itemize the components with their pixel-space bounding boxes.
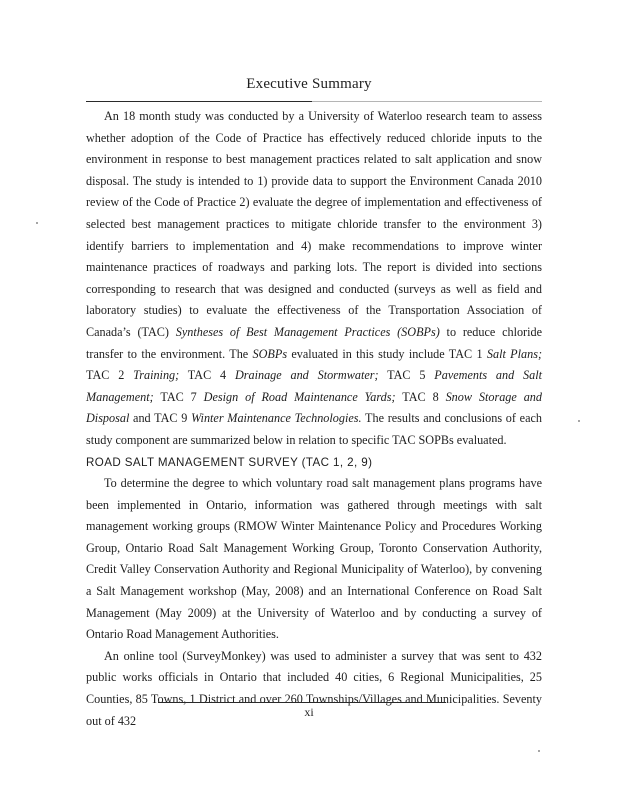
para1-text-9: and TAC 9 [129, 411, 192, 426]
para1-text-2: to reduce chloride transfer to the environment. The [86, 324, 542, 361]
para1-text-1: An 18 month study was conducted by a University of Waterloo research team to assess whether adoption of the Code of Practice has effectively reduced chloride inputs to the environment in response to best management practices related to salt application and snow disposal. The study is intended to 1) provide data to support the Environment Canada 2010 review of the Code of Practice 2) evaluate the degree of implementation and effectiveness of selected best management practices to mitigate chloride transfer to the environment 3) identify barriers to implementation and 4) make recommendations to improve winter maintenance practices of roadways and parking lots. The report is divided into sections corresponding to research that was designed and conducted (surveys as well as field and laboratory studies) to evaluate the effectiveness of the Transportation Association of Canada’s (TAC) [86, 109, 542, 339]
paragraph-survey: To determine the degree to which voluntary road salt management plans programs have been implemented in Ontario, information was gathered through meetings with salt management working groups (RMOW Winter Maintenance Policy and Procedures Working Group, Ontario Road Salt Management Working Group, Toronto Conservation Authority, Credit Valley Conservation Authority and Regional Municipality of Waterloo), by convening a Salt Management workshop (May, 2008) and an International Conference on Road Salt Management (May 2009) at the University of Waterloo and by conducting a survey of Ontario Road Management Authorities. [86, 476, 542, 642]
scan-speck [36, 222, 38, 224]
sobp-title: Syntheses of Best Management Practices (SOBPs) [175, 324, 440, 339]
section-heading: ROAD SALT MANAGEMENT SURVEY (TAC 1, 2, 9) [86, 455, 373, 469]
paragraph-intro [86, 106, 542, 452]
tac9-title: Winter Maintenance Technologies. [191, 411, 362, 426]
page-number: xi [304, 705, 314, 719]
para1-text-7: TAC 7 [153, 389, 204, 404]
tac4-title: Drainage and Stormwater; [234, 368, 379, 383]
footer-rule [158, 702, 446, 703]
para1-text-8: TAC 8 [395, 389, 446, 404]
paragraph-online-tool: An online tool (SurveyMonkey) was used to administer a survey that was sent to 432 public works officials in Ontario that included 40 cities, 6 Regional Municipalities, 25 Counties, 85 Towns, 1 District and over 260 Townships/Villages and Municipalities. Seventy out of 432 [86, 648, 542, 728]
tac7-title: Design of Road Maintenance Yards; [203, 389, 396, 404]
scan-speck [538, 750, 540, 752]
sobps-abbrev: SOBPs [252, 346, 288, 361]
tac2-title: Training; [133, 368, 180, 383]
para1-text-6: TAC 5 [378, 368, 435, 383]
para1-text-4: TAC 2 [86, 368, 134, 383]
title-rule [86, 101, 312, 102]
para1-text-10: The results and conclusions of each study component are summarized below in relation to specific TAC SOPBs evaluated. [86, 411, 542, 447]
para1-text-3: evaluated in this study include TAC 1 [287, 346, 487, 361]
body-text [86, 106, 542, 732]
scan-speck [578, 420, 580, 422]
page-title: Executive Summary [246, 76, 372, 92]
tac5-title: Pavements and Salt Management; [86, 368, 542, 404]
title-rule-faint [312, 101, 542, 102]
tac1-title: Salt Plans; [486, 346, 542, 361]
tac8-title: Snow Storage and Disposal [86, 389, 542, 426]
para1-text-5: TAC 4 [179, 368, 235, 383]
